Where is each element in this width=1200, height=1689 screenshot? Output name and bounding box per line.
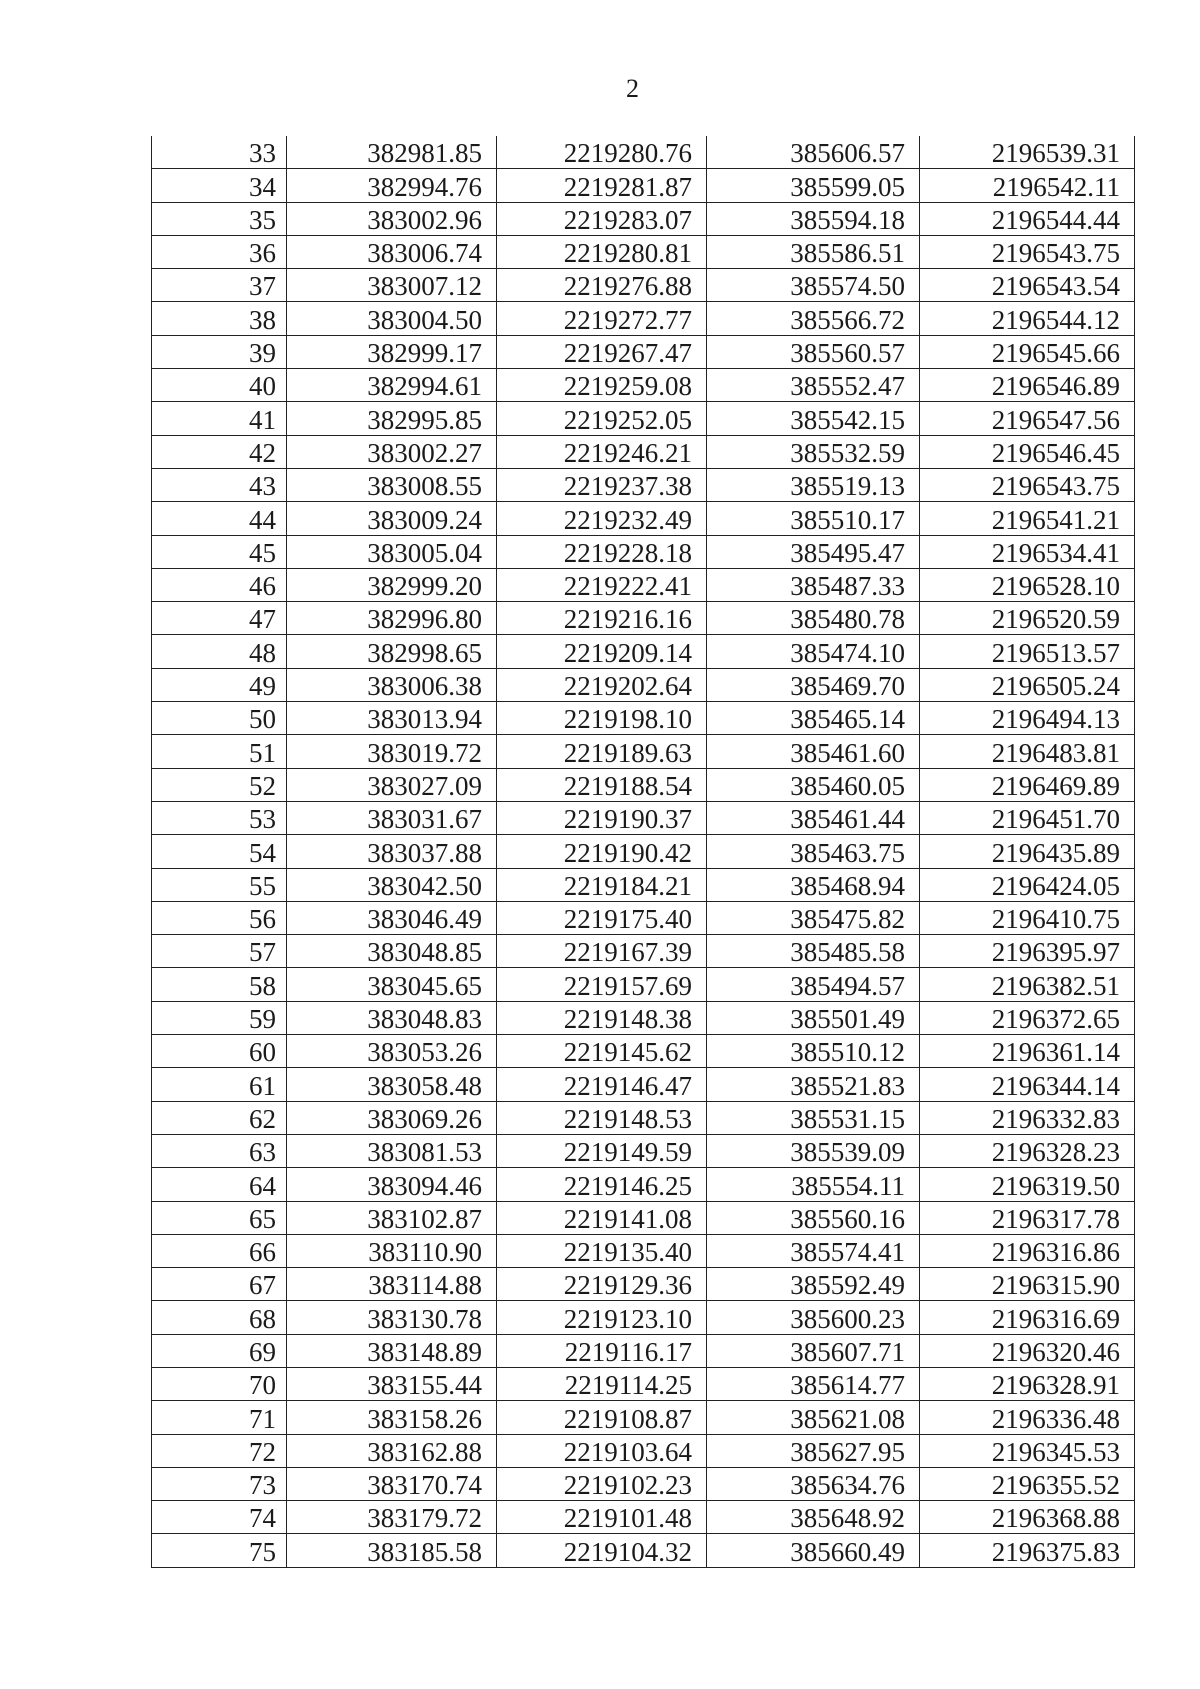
table-row: [152, 1268, 1135, 1301]
y1-coordinate-cell: 2219114.25: [497, 1367, 707, 1400]
x2-coordinate-cell: 385532.59: [707, 435, 920, 468]
x1-coordinate-cell: 383130.78: [287, 1301, 497, 1334]
y1-coordinate-cell: 2219157.69: [497, 968, 707, 1001]
x2-coordinate-cell: 385494.57: [707, 968, 920, 1001]
x1-coordinate-cell: 383179.72: [287, 1501, 497, 1534]
y1-coordinate-cell: 2219232.49: [497, 502, 707, 535]
x2-coordinate-cell: 385607.71: [707, 1334, 920, 1367]
y1-coordinate-cell: 2219184.21: [497, 868, 707, 901]
table-row: [152, 1534, 1135, 1567]
x2-coordinate-cell: 385614.77: [707, 1367, 920, 1400]
y2-coordinate-cell: 2196361.14: [920, 1035, 1135, 1068]
x1-coordinate-cell: 382998.65: [287, 635, 497, 668]
y1-coordinate-cell: 2219222.41: [497, 568, 707, 601]
point-number-cell: 33: [152, 136, 287, 169]
table-row: [152, 1401, 1135, 1434]
x2-coordinate-cell: 385460.05: [707, 768, 920, 801]
x1-coordinate-cell: 383031.67: [287, 801, 497, 834]
x2-coordinate-cell: 385606.57: [707, 136, 920, 169]
y1-coordinate-cell: 2219102.23: [497, 1467, 707, 1500]
y2-coordinate-cell: 2196542.11: [920, 169, 1135, 202]
y2-coordinate-cell: 2196469.89: [920, 768, 1135, 801]
x1-coordinate-cell: 383048.83: [287, 1001, 497, 1034]
x2-coordinate-cell: 385566.72: [707, 302, 920, 335]
x1-coordinate-cell: 383007.12: [287, 269, 497, 302]
y2-coordinate-cell: 2196336.48: [920, 1401, 1135, 1434]
point-number-cell: 67: [152, 1268, 287, 1301]
point-number-cell: 54: [152, 835, 287, 868]
x1-coordinate-cell: 383006.74: [287, 235, 497, 268]
x2-coordinate-cell: 385574.41: [707, 1234, 920, 1267]
x1-coordinate-cell: 383114.88: [287, 1268, 497, 1301]
y1-coordinate-cell: 2219202.64: [497, 668, 707, 701]
x2-coordinate-cell: 385465.14: [707, 702, 920, 735]
x2-coordinate-cell: 385461.60: [707, 735, 920, 768]
point-number-cell: 56: [152, 901, 287, 934]
y2-coordinate-cell: 2196547.56: [920, 402, 1135, 435]
point-number-cell: 40: [152, 369, 287, 402]
y2-coordinate-cell: 2196544.12: [920, 302, 1135, 335]
y1-coordinate-cell: 2219216.16: [497, 602, 707, 635]
x1-coordinate-cell: 383102.87: [287, 1201, 497, 1234]
table-row: [152, 369, 1135, 402]
table-row: [152, 202, 1135, 235]
table-row: [152, 468, 1135, 501]
y2-coordinate-cell: 2196545.66: [920, 335, 1135, 368]
point-number-cell: 71: [152, 1401, 287, 1434]
y2-coordinate-cell: 2196395.97: [920, 935, 1135, 968]
y2-coordinate-cell: 2196410.75: [920, 901, 1135, 934]
x1-coordinate-cell: 383158.26: [287, 1401, 497, 1434]
x1-coordinate-cell: 382995.85: [287, 402, 497, 435]
x2-coordinate-cell: 385475.82: [707, 901, 920, 934]
y2-coordinate-cell: 2196316.86: [920, 1234, 1135, 1267]
table-row: [152, 1334, 1135, 1367]
x1-coordinate-cell: 383004.50: [287, 302, 497, 335]
x1-coordinate-cell: 383002.96: [287, 202, 497, 235]
x2-coordinate-cell: 385531.15: [707, 1101, 920, 1134]
x2-coordinate-cell: 385539.09: [707, 1134, 920, 1167]
table-row: [152, 968, 1135, 1001]
x1-coordinate-cell: 383069.26: [287, 1101, 497, 1134]
table-row: [152, 901, 1135, 934]
x2-coordinate-cell: 385495.47: [707, 535, 920, 568]
table-row: [152, 1035, 1135, 1068]
table-row: [152, 235, 1135, 268]
y1-coordinate-cell: 2219103.64: [497, 1434, 707, 1467]
x1-coordinate-cell: 383045.65: [287, 968, 497, 1001]
x1-coordinate-cell: 383094.46: [287, 1168, 497, 1201]
y1-coordinate-cell: 2219228.18: [497, 535, 707, 568]
y2-coordinate-cell: 2196320.46: [920, 1334, 1135, 1367]
y1-coordinate-cell: 2219252.05: [497, 402, 707, 435]
y2-coordinate-cell: 2196534.41: [920, 535, 1135, 568]
x2-coordinate-cell: 385554.11: [707, 1168, 920, 1201]
x2-coordinate-cell: 385485.58: [707, 935, 920, 968]
y2-coordinate-cell: 2196528.10: [920, 568, 1135, 601]
x2-coordinate-cell: 385542.15: [707, 402, 920, 435]
table-row: [152, 602, 1135, 635]
table-row: [152, 668, 1135, 701]
y1-coordinate-cell: 2219281.87: [497, 169, 707, 202]
x1-coordinate-cell: 383048.85: [287, 935, 497, 968]
x2-coordinate-cell: 385600.23: [707, 1301, 920, 1334]
x2-coordinate-cell: 385510.17: [707, 502, 920, 535]
y2-coordinate-cell: 2196483.81: [920, 735, 1135, 768]
table-row: [152, 868, 1135, 901]
y1-coordinate-cell: 2219148.53: [497, 1101, 707, 1134]
point-number-cell: 41: [152, 402, 287, 435]
point-number-cell: 36: [152, 235, 287, 268]
point-number-cell: 37: [152, 269, 287, 302]
point-number-cell: 57: [152, 935, 287, 968]
y2-coordinate-cell: 2196372.65: [920, 1001, 1135, 1034]
point-number-cell: 58: [152, 968, 287, 1001]
table-row: [152, 1501, 1135, 1534]
y2-coordinate-cell: 2196451.70: [920, 801, 1135, 834]
x2-coordinate-cell: 385627.95: [707, 1434, 920, 1467]
x1-coordinate-cell: 383006.38: [287, 668, 497, 701]
point-number-cell: 55: [152, 868, 287, 901]
y1-coordinate-cell: 2219280.76: [497, 136, 707, 169]
point-number-cell: 34: [152, 169, 287, 202]
y2-coordinate-cell: 2196435.89: [920, 835, 1135, 868]
table-row: [152, 702, 1135, 735]
point-number-cell: 62: [152, 1101, 287, 1134]
x2-coordinate-cell: 385480.78: [707, 602, 920, 635]
y2-coordinate-cell: 2196328.91: [920, 1367, 1135, 1400]
x2-coordinate-cell: 385468.94: [707, 868, 920, 901]
y2-coordinate-cell: 2196382.51: [920, 968, 1135, 1001]
x2-coordinate-cell: 385461.44: [707, 801, 920, 834]
point-number-cell: 35: [152, 202, 287, 235]
y1-coordinate-cell: 2219209.14: [497, 635, 707, 668]
point-number-cell: 45: [152, 535, 287, 568]
coordinate-table: [151, 136, 1135, 1568]
y1-coordinate-cell: 2219188.54: [497, 768, 707, 801]
table-row: [152, 1068, 1135, 1101]
y1-coordinate-cell: 2219116.17: [497, 1334, 707, 1367]
y1-coordinate-cell: 2219175.40: [497, 901, 707, 934]
y2-coordinate-cell: 2196543.54: [920, 269, 1135, 302]
y1-coordinate-cell: 2219146.47: [497, 1068, 707, 1101]
y2-coordinate-cell: 2196315.90: [920, 1268, 1135, 1301]
y2-coordinate-cell: 2196319.50: [920, 1168, 1135, 1201]
x2-coordinate-cell: 385510.12: [707, 1035, 920, 1068]
y1-coordinate-cell: 2219190.42: [497, 835, 707, 868]
point-number-cell: 50: [152, 702, 287, 735]
y2-coordinate-cell: 2196494.13: [920, 702, 1135, 735]
y1-coordinate-cell: 2219280.81: [497, 235, 707, 268]
x1-coordinate-cell: 383008.55: [287, 468, 497, 501]
x2-coordinate-cell: 385552.47: [707, 369, 920, 402]
y1-coordinate-cell: 2219148.38: [497, 1001, 707, 1034]
table-row: [152, 269, 1135, 302]
y1-coordinate-cell: 2219167.39: [497, 935, 707, 968]
point-number-cell: 43: [152, 468, 287, 501]
x2-coordinate-cell: 385560.57: [707, 335, 920, 368]
point-number-cell: 75: [152, 1534, 287, 1567]
y2-coordinate-cell: 2196424.05: [920, 868, 1135, 901]
y1-coordinate-cell: 2219283.07: [497, 202, 707, 235]
x2-coordinate-cell: 385574.50: [707, 269, 920, 302]
x2-coordinate-cell: 385560.16: [707, 1201, 920, 1234]
point-number-cell: 52: [152, 768, 287, 801]
y1-coordinate-cell: 2219123.10: [497, 1301, 707, 1334]
table-row: [152, 1201, 1135, 1234]
coordinate-table-body: [152, 136, 1135, 1567]
x1-coordinate-cell: 383005.04: [287, 535, 497, 568]
x1-coordinate-cell: 383019.72: [287, 735, 497, 768]
table-row: [152, 835, 1135, 868]
y2-coordinate-cell: 2196546.45: [920, 435, 1135, 468]
y1-coordinate-cell: 2219198.10: [497, 702, 707, 735]
y2-coordinate-cell: 2196539.31: [920, 136, 1135, 169]
y1-coordinate-cell: 2219190.37: [497, 801, 707, 834]
x1-coordinate-cell: 383110.90: [287, 1234, 497, 1267]
y1-coordinate-cell: 2219246.21: [497, 435, 707, 468]
x1-coordinate-cell: 383162.88: [287, 1434, 497, 1467]
point-number-cell: 68: [152, 1301, 287, 1334]
x2-coordinate-cell: 385660.49: [707, 1534, 920, 1567]
table-row: [152, 1367, 1135, 1400]
y1-coordinate-cell: 2219237.38: [497, 468, 707, 501]
y1-coordinate-cell: 2219135.40: [497, 1234, 707, 1267]
point-number-cell: 42: [152, 435, 287, 468]
x2-coordinate-cell: 385463.75: [707, 835, 920, 868]
table-row: [152, 735, 1135, 768]
y2-coordinate-cell: 2196543.75: [920, 468, 1135, 501]
table-row: [152, 801, 1135, 834]
y2-coordinate-cell: 2196332.83: [920, 1101, 1135, 1134]
table-row: [152, 502, 1135, 535]
point-number-cell: 39: [152, 335, 287, 368]
table-row: [152, 1001, 1135, 1034]
x2-coordinate-cell: 385521.83: [707, 1068, 920, 1101]
point-number-cell: 47: [152, 602, 287, 635]
point-number-cell: 46: [152, 568, 287, 601]
y1-coordinate-cell: 2219272.77: [497, 302, 707, 335]
point-number-cell: 59: [152, 1001, 287, 1034]
point-number-cell: 66: [152, 1234, 287, 1267]
x1-coordinate-cell: 383058.48: [287, 1068, 497, 1101]
y2-coordinate-cell: 2196546.89: [920, 369, 1135, 402]
y1-coordinate-cell: 2219189.63: [497, 735, 707, 768]
point-number-cell: 48: [152, 635, 287, 668]
table-row: [152, 568, 1135, 601]
y1-coordinate-cell: 2219141.08: [497, 1201, 707, 1234]
y2-coordinate-cell: 2196544.44: [920, 202, 1135, 235]
x1-coordinate-cell: 383037.88: [287, 835, 497, 868]
page-number: 2: [626, 74, 639, 103]
point-number-cell: 73: [152, 1467, 287, 1500]
table-row: [152, 768, 1135, 801]
x1-coordinate-cell: 383081.53: [287, 1134, 497, 1167]
y2-coordinate-cell: 2196368.88: [920, 1501, 1135, 1534]
table-row: [152, 1434, 1135, 1467]
x1-coordinate-cell: 383053.26: [287, 1035, 497, 1068]
x1-coordinate-cell: 382994.76: [287, 169, 497, 202]
y1-coordinate-cell: 2219149.59: [497, 1134, 707, 1167]
y2-coordinate-cell: 2196345.53: [920, 1434, 1135, 1467]
x1-coordinate-cell: 383046.49: [287, 901, 497, 934]
x1-coordinate-cell: 383185.58: [287, 1534, 497, 1567]
y1-coordinate-cell: 2219101.48: [497, 1501, 707, 1534]
x1-coordinate-cell: 383042.50: [287, 868, 497, 901]
x1-coordinate-cell: 383170.74: [287, 1467, 497, 1500]
y2-coordinate-cell: 2196541.21: [920, 502, 1135, 535]
y2-coordinate-cell: 2196344.14: [920, 1068, 1135, 1101]
y1-coordinate-cell: 2219276.88: [497, 269, 707, 302]
y2-coordinate-cell: 2196317.78: [920, 1201, 1135, 1234]
x1-coordinate-cell: 382996.80: [287, 602, 497, 635]
x1-coordinate-cell: 383155.44: [287, 1367, 497, 1400]
x2-coordinate-cell: 385594.18: [707, 202, 920, 235]
point-number-cell: 69: [152, 1334, 287, 1367]
x2-coordinate-cell: 385469.70: [707, 668, 920, 701]
y1-coordinate-cell: 2219108.87: [497, 1401, 707, 1434]
table-row: [152, 535, 1135, 568]
y2-coordinate-cell: 2196375.83: [920, 1534, 1135, 1567]
x2-coordinate-cell: 385621.08: [707, 1401, 920, 1434]
y2-coordinate-cell: 2196316.69: [920, 1301, 1135, 1334]
table-row: [152, 435, 1135, 468]
table-row: [152, 1101, 1135, 1134]
point-number-cell: 65: [152, 1201, 287, 1234]
table-row: [152, 136, 1135, 169]
x2-coordinate-cell: 385474.10: [707, 635, 920, 668]
point-number-cell: 64: [152, 1168, 287, 1201]
y1-coordinate-cell: 2219129.36: [497, 1268, 707, 1301]
x2-coordinate-cell: 385501.49: [707, 1001, 920, 1034]
y1-coordinate-cell: 2219146.25: [497, 1168, 707, 1201]
x1-coordinate-cell: 382981.85: [287, 136, 497, 169]
point-number-cell: 44: [152, 502, 287, 535]
table-row: [152, 1134, 1135, 1167]
point-number-cell: 53: [152, 801, 287, 834]
x1-coordinate-cell: 382999.20: [287, 568, 497, 601]
y2-coordinate-cell: 2196355.52: [920, 1467, 1135, 1500]
y2-coordinate-cell: 2196328.23: [920, 1134, 1135, 1167]
x2-coordinate-cell: 385599.05: [707, 169, 920, 202]
x2-coordinate-cell: 385487.33: [707, 568, 920, 601]
y1-coordinate-cell: 2219259.08: [497, 369, 707, 402]
x1-coordinate-cell: 383148.89: [287, 1334, 497, 1367]
point-number-cell: 38: [152, 302, 287, 335]
x1-coordinate-cell: 383009.24: [287, 502, 497, 535]
table-row: [152, 935, 1135, 968]
y2-coordinate-cell: 2196543.75: [920, 235, 1135, 268]
table-row: [152, 335, 1135, 368]
table-row: [152, 302, 1135, 335]
table-row: [152, 169, 1135, 202]
x2-coordinate-cell: 385592.49: [707, 1268, 920, 1301]
table-row: [152, 635, 1135, 668]
table-row: [152, 1168, 1135, 1201]
point-number-cell: 72: [152, 1434, 287, 1467]
point-number-cell: 51: [152, 735, 287, 768]
y1-coordinate-cell: 2219145.62: [497, 1035, 707, 1068]
table-row: [152, 1467, 1135, 1500]
table-row: [152, 402, 1135, 435]
x1-coordinate-cell: 382994.61: [287, 369, 497, 402]
x1-coordinate-cell: 383013.94: [287, 702, 497, 735]
point-number-cell: 61: [152, 1068, 287, 1101]
x2-coordinate-cell: 385634.76: [707, 1467, 920, 1500]
y2-coordinate-cell: 2196505.24: [920, 668, 1135, 701]
point-number-cell: 63: [152, 1134, 287, 1167]
y1-coordinate-cell: 2219104.32: [497, 1534, 707, 1567]
table-row: [152, 1301, 1135, 1334]
point-number-cell: 49: [152, 668, 287, 701]
y1-coordinate-cell: 2219267.47: [497, 335, 707, 368]
y2-coordinate-cell: 2196520.59: [920, 602, 1135, 635]
point-number-cell: 60: [152, 1035, 287, 1068]
x1-coordinate-cell: 383027.09: [287, 768, 497, 801]
table-row: [152, 1234, 1135, 1267]
point-number-cell: 70: [152, 1367, 287, 1400]
x1-coordinate-cell: 382999.17: [287, 335, 497, 368]
x2-coordinate-cell: 385586.51: [707, 235, 920, 268]
point-number-cell: 74: [152, 1501, 287, 1534]
y2-coordinate-cell: 2196513.57: [920, 635, 1135, 668]
x2-coordinate-cell: 385519.13: [707, 468, 920, 501]
x2-coordinate-cell: 385648.92: [707, 1501, 920, 1534]
x1-coordinate-cell: 383002.27: [287, 435, 497, 468]
